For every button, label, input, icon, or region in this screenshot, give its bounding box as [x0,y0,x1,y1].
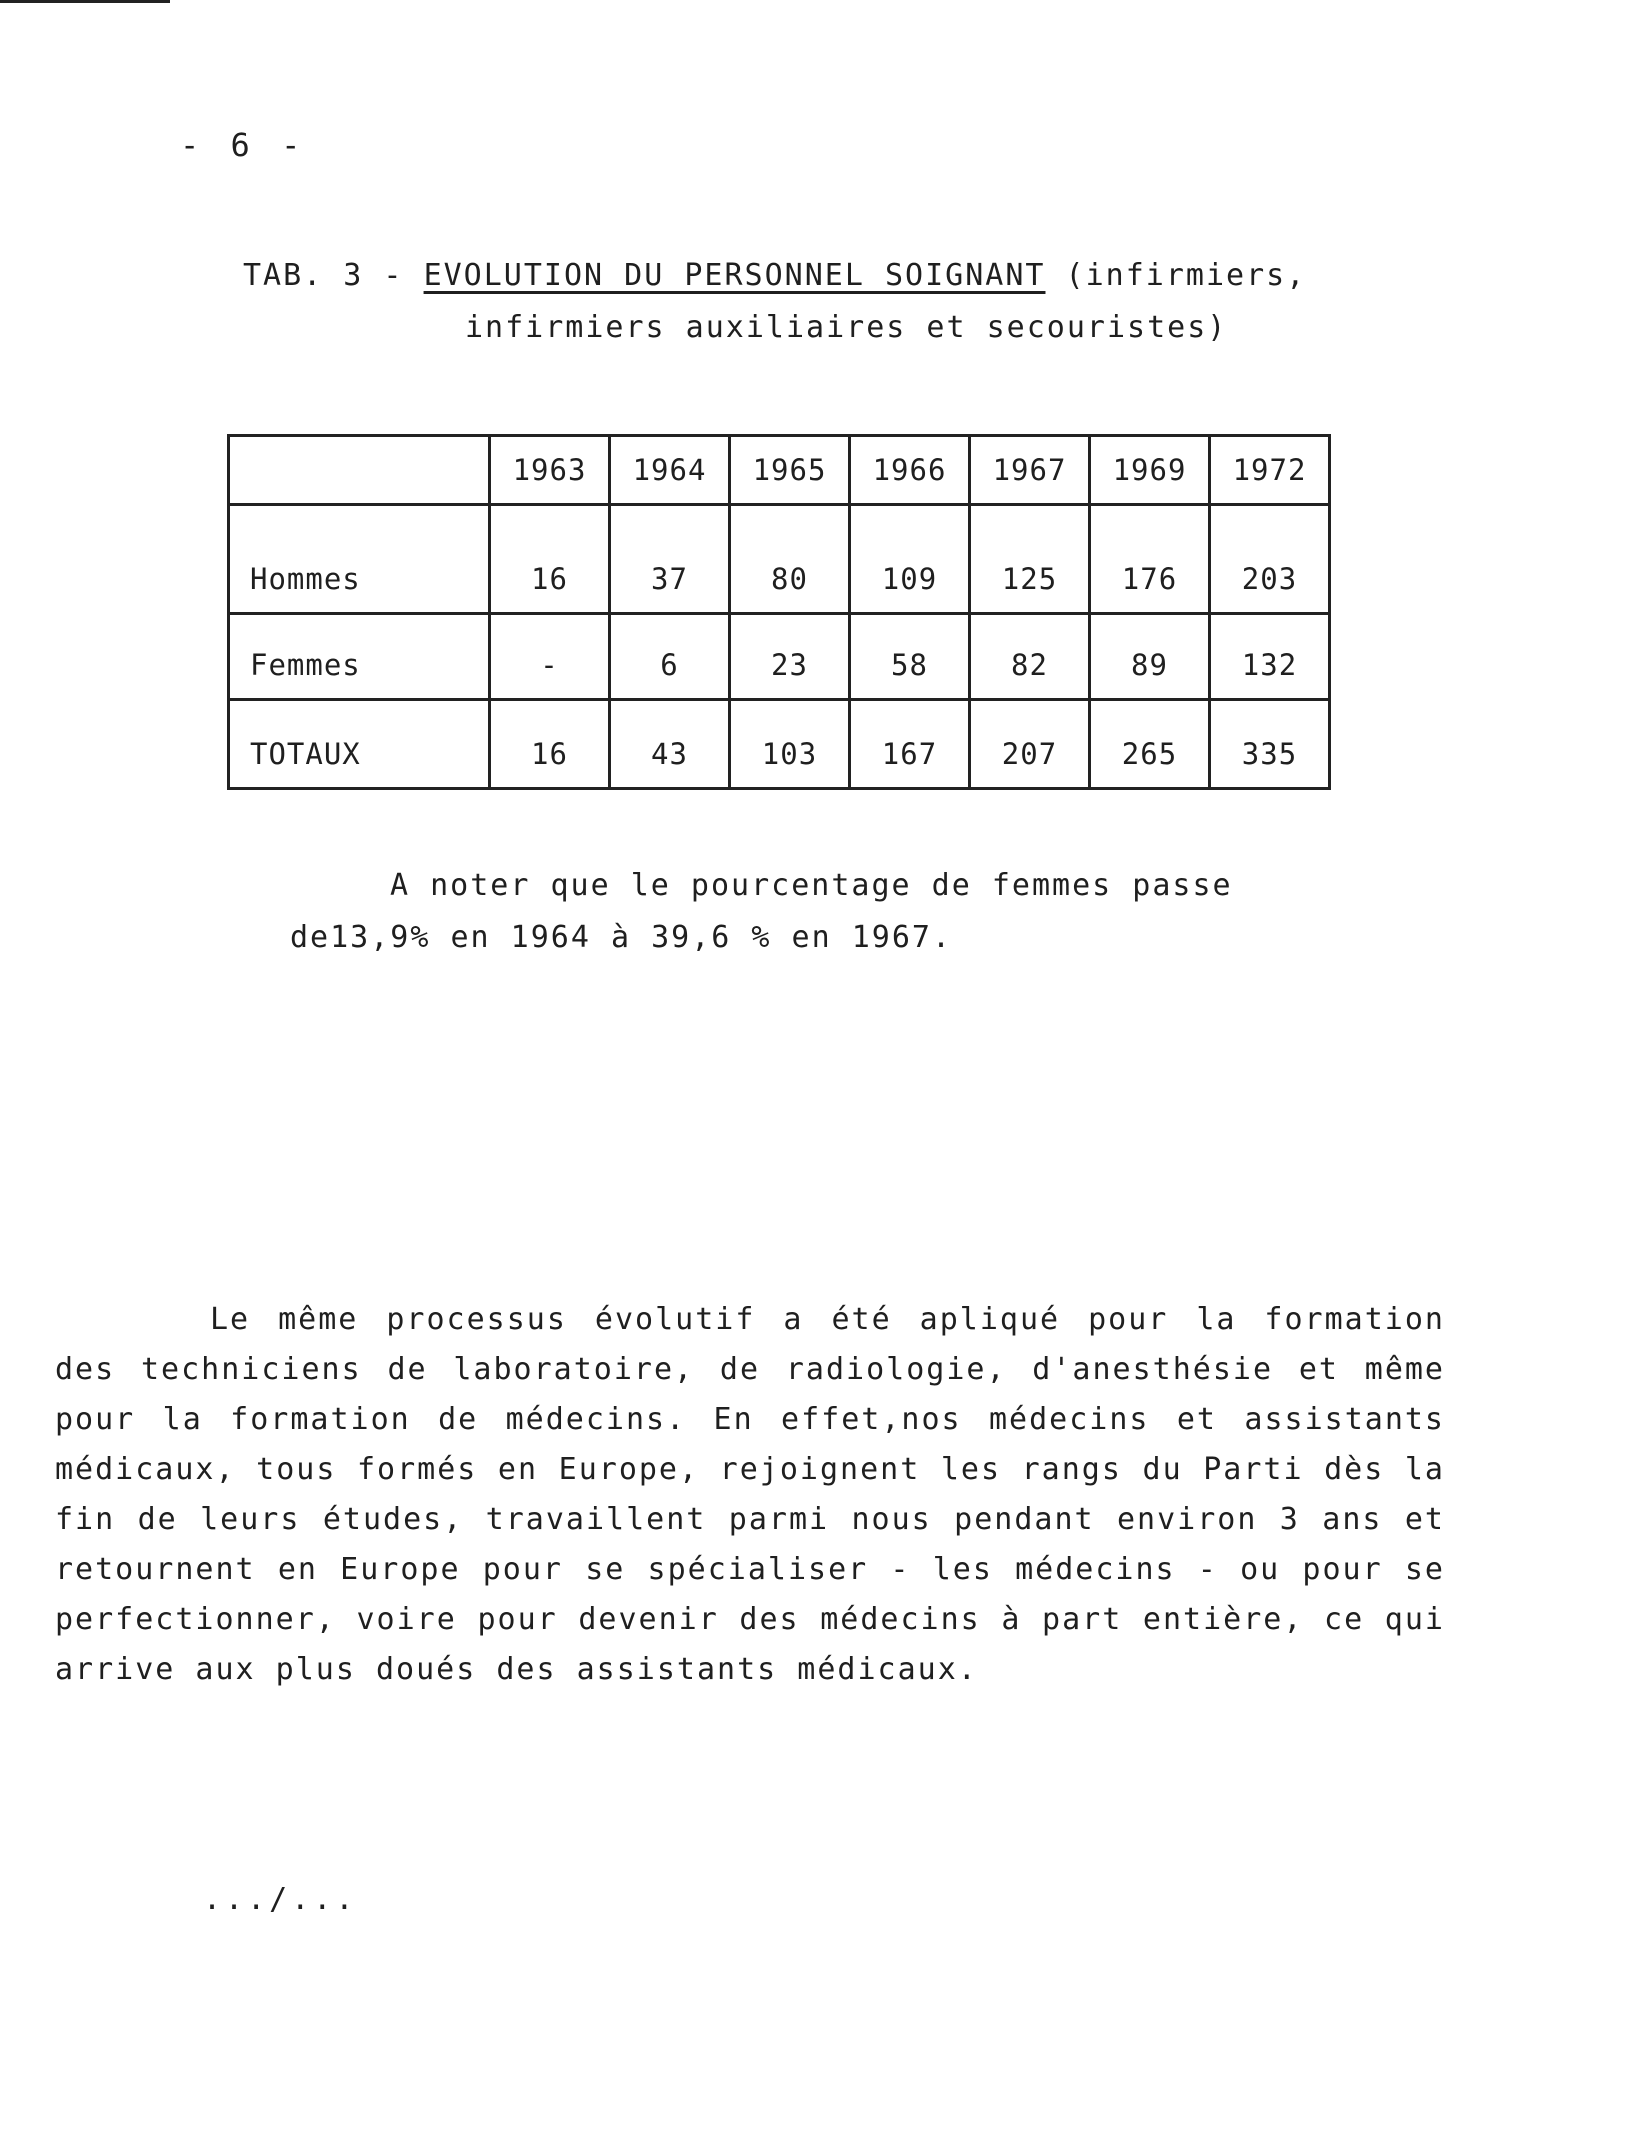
table-cell: 58 [850,614,970,700]
table-cell: - [490,614,610,700]
table-cell: 176 [1090,505,1210,614]
row-label: Hommes [229,505,490,614]
staff-evolution-table [227,434,1331,790]
table-cell: 43 [610,700,730,789]
table-cell: 16 [490,505,610,614]
note-line-1: A noter que le pourcentage de femmes passe [390,868,1233,903]
table-cell: 16 [490,700,610,789]
year-header: 1964 [610,436,730,505]
year-header: 1972 [1210,436,1330,505]
page-number: - 6 - [180,126,307,164]
table-cell: 203 [1210,505,1330,614]
table-cell: 23 [730,614,850,700]
table-cell: 125 [970,505,1090,614]
top-rule [0,0,170,3]
caption-suffix: (infirmiers, [1045,258,1307,293]
row-label: TOTAUX [229,700,490,789]
percentage-note [290,860,1233,964]
continuation-mark: .../... [203,1882,358,1917]
year-header: 1966 [850,436,970,505]
table-cell: 132 [1210,614,1330,700]
table-caption [243,250,1306,354]
table-row-hommes [229,505,1330,614]
table-cell: 207 [970,700,1090,789]
table-cell: 265 [1090,700,1210,789]
table-cell: 82 [970,614,1090,700]
table-cell: 103 [730,700,850,789]
table-header-row [229,436,1330,505]
table-cell: 6 [610,614,730,700]
note-line-2: de13,9% en 1964 à 39,6 % en 1967. [290,920,953,955]
year-header: 1967 [970,436,1090,505]
table-cell: 167 [850,700,970,789]
table-row-totaux [229,700,1330,789]
table-row-femmes [229,614,1330,700]
caption-prefix: TAB. 3 - [243,258,424,293]
table-corner-cell [229,436,490,505]
year-header: 1965 [730,436,850,505]
row-label: Femmes [229,614,490,700]
body-paragraph [55,1295,1445,1695]
table-cell: 335 [1210,700,1330,789]
year-header: 1969 [1090,436,1210,505]
table-cell: 89 [1090,614,1210,700]
caption-line2: infirmiers auxiliaires et secouristes) [465,310,1228,345]
paragraph-text: Le même processus évolutif a été apliqué pour la formation des techniciens de laboratoire, de radiologie, d'anesthésie et même pour la formation de médecins. En effet,nos médecins et assistants médicaux, tous formés en Europe, rejoignent les rangs du Parti dès la fin de leurs études, travaillent parmi nous pendant environ 3 ans et retournent en Europe pour se spécialiser - les médecins - ou pour se perfectionner, voire pour devenir des médecins à part entière, ce qui arrive aux plus doués des assistants médicaux. [55,1302,1445,1687]
table-cell: 109 [850,505,970,614]
caption-title: EVOLUTION DU PERSONNEL SOIGNANT [423,258,1046,293]
table-cell: 80 [730,505,850,614]
table-cell: 37 [610,505,730,614]
year-header: 1963 [490,436,610,505]
